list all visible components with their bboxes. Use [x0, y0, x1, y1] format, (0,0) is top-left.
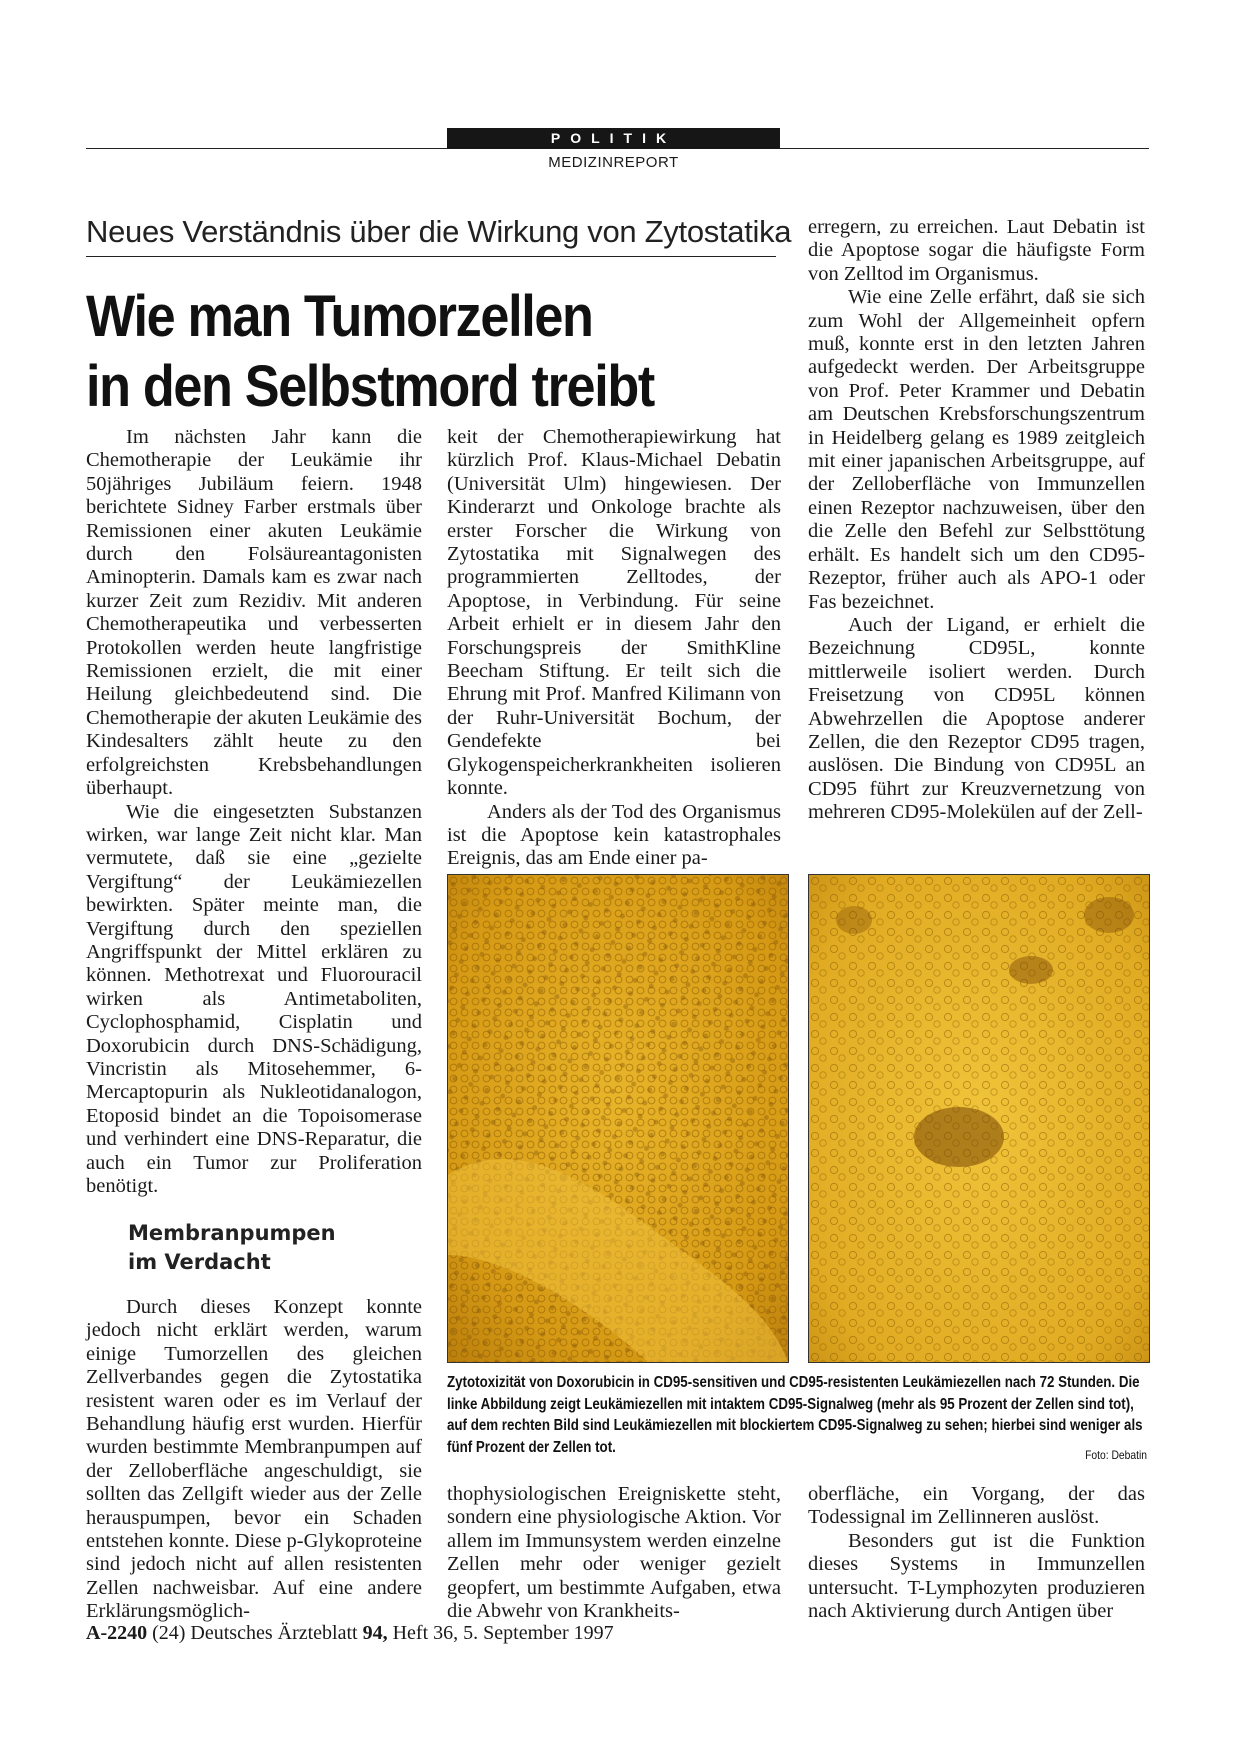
microscopy-image-right — [809, 875, 1149, 1362]
paragraph: Auch der Ligand, er erhielt die Bezeichnung CD95L, konnte mittlerweile isoliert werden. Durch Freisetzung von CD95L können Abwehrzellen die Apoptose anderer Zellen, die den Rezeptor CD95 tragen, auslösen. Die Bindung von CD95L an CD95 führt zur Kreuzvernetzung von mehreren CD95-Molekülen auf der Zell- — [808, 613, 1145, 824]
paragraph: Wie eine Zelle erfährt, daß sie sich zum Wohl der Allgemeinheit opfern muß, konnte erst in den letzten Jahren aufgedeckt werden. Der Arbeitsgruppe von Prof. Peter Krammer und Debatin am Deutschen Krebsforschungszentrum in Heidelberg gelang es 1989 zeitgleich mit einer japanischen Arbeitsgruppe, auf der Zelloberfläche von Immunzellen einen Rezeptor nachzuweisen, über den die Zelle den Befehl zur Selbsttötung erhält. Es handelt sich um den CD95-Rezeptor, früher auch als APO-1 oder Fas bezeichnet. — [808, 286, 1145, 613]
figure-caption: Zytotoxizität von Doxorubicin in CD95-sensitiven und CD95-resistenten Leukämiezellen nach 72 Stunden. Die linke Abbildung zeigt Leukämiezellen mit intaktem CD95-Signalweg (mehr als 95 Prozent der Zellen sind tot), auf dem rechten Bild sind Leukämiezellen mit blockiertem CD95-Signalweg zu sehen; hierbei sind weniger als fünf Prozent der Zellen tot. — [447, 1374, 1143, 1456]
paragraph: Wie die eingesetzten Substanzen wirken, war lange Zeit nicht klar. Man vermutete, daß sie eine „gezielte Vergiftung“ der Leukämiezellen bewirkten. Später meinte man, die Vergiftung durch den speziellen Angriffspunkt der Mittel erklären zu können. Methotrexat und Fluorouracil wirken als Antimetaboliten, Cyclophosphamid, Cisplatin und Doxorubicin durch DNS-Schädigung, Vincristin als Mitosehemmer, 6-Mercaptopurin als Nukleotidanalogon, Etoposid bindet an die Topoisomerase und verhindert eine DNS-Reparatur, die auch ein Tumor zur Proliferation benötigt. — [86, 800, 422, 1197]
page-number: A-2240 — [86, 1622, 148, 1644]
footer-issue: Heft 36, 5. September 1997 — [392, 1622, 614, 1644]
headline-line-2: in den Selbstmord treibt — [86, 354, 654, 419]
footer-journal: (24) Deutsches Ärzteblatt — [152, 1622, 358, 1644]
page-footer — [86, 1622, 614, 1645]
subsection-label: MEDIZINREPORT — [548, 154, 679, 171]
paragraph: Besonders gut ist die Funktion dieses Systems in Immunzellen untersucht. T-Lymphozyten produzieren nach Aktivierung durch Antigen über — [808, 1529, 1145, 1623]
footer-volume: 94, — [362, 1622, 388, 1644]
article-kicker: Neues Verständnis über die Wirkung von Zytostatika — [86, 214, 776, 257]
article-headline — [86, 282, 716, 422]
section-subheading — [128, 1219, 336, 1277]
column-2-bottom — [447, 1483, 781, 1623]
subheading-line-2: im Verdacht — [128, 1250, 271, 1274]
column-3-top — [808, 216, 1145, 825]
microscopy-image-left — [448, 875, 788, 1362]
column-1-bottom — [86, 1296, 422, 1624]
paragraph: erregern, zu erreichen. Laut Debatin ist die Apoptose sogar die häufigste Form von Zelltod im Organismus. — [808, 216, 1145, 285]
microscopy-photo-left — [447, 874, 789, 1363]
paragraph: keit der Chemotherapiewirkung hat kürzlich Prof. Klaus-Michael Debatin (Universität Ulm) hingewiesen. Der Kinderarzt und Onkologe brachte als erster Forscher die Wirkung von Zytostatika mit Signalwegen des programmierten Zelltodes, der Apoptose, in Verbindung. Für seine Arbeit erhielt er in diesem Jahr den Forschungspreis der SmithKline Beecham Stiftung. Er teilt sich die Ehrung mit Prof. Manfred Kilimann von der Ruhr-Universität Bochum, der Gendefekte bei Glykogenspeicherkrankheiten isolieren konnte. — [447, 426, 781, 800]
paragraph: Im nächsten Jahr kann die Chemotherapie der Leukämie ihr 50jähriges Jubiläum feiern. 1948 berichtete Sidney Farber erstmals über Remissionen einer akuten Leukämie durch den Folsäureantagonisten Aminopterin. Damals kam es zwar nach kurzer Zeit zum Rezidiv. Mit anderen Chemotherapeutika und verbesserten Protokollen werden heute langfristige Remissionen erzielt, die mit einer Heilung gleichbedeutend sind. Die Chemotherapie der akuten Leukämie des Kindesalters zählt heute zu den erfolgreichsten Krebsbehandlungen überhaupt. — [86, 426, 422, 800]
column-1-top — [86, 426, 422, 1198]
paragraph: oberfläche, ein Vorgang, der das Todessignal im Zellinneren auslöst. — [808, 1483, 1145, 1529]
column-2-top — [447, 426, 781, 871]
headline-line-1: Wie man Tumorzellen — [86, 284, 593, 349]
section-label: POLITIK — [447, 128, 780, 149]
microscopy-photo-right — [808, 874, 1150, 1363]
column-3-bottom — [808, 1483, 1145, 1623]
paragraph: Durch dieses Konzept konnte jedoch nicht erklärt werden, warum einige Tumorzellen des gleichen Zellverbandes gegen die Zytostatika resistent waren oder es im Verlauf der Behandlung häufig erst wurden. Hierfür wurden bestimmte Membranpumpen auf der Zelloberfläche angeschuldigt, sie sollten das Zellgift wieder aus der Zelle herauspumpen, bevor ein Schaden entstehen konnte. Diese p-Glykoproteine sind jedoch nicht auf allen resistenten Zellen nachweisbar. Auf eine andere Erklärungsmöglich- — [86, 1296, 422, 1623]
subheading-line-1: Membranpumpen — [128, 1221, 336, 1245]
paragraph: Anders als der Tod des Organismus ist die Apoptose kein katastrophales Ereignis, das am Ende einer pa- — [447, 800, 781, 870]
photo-credit: Foto: Debatin — [1085, 1448, 1147, 1462]
paragraph: thophysiologischen Ereigniskette steht, sondern eine physiologische Aktion. Vor allem im Immunsystem werden einzelne Zellen mehr oder weniger gezielt geopfert, um bestimmte Aufgaben, etwa die Abwehr von Krankheits- — [447, 1483, 781, 1623]
